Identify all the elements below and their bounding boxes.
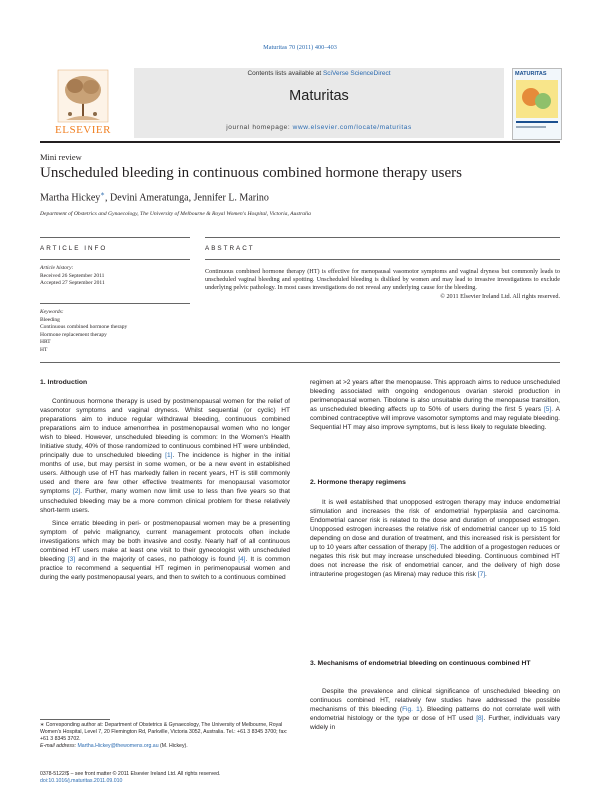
text-run: . The incidence is higher in the initial months of use, but may persist in some women, or be a new event in established users. Although use of HT has markedly fallen in recent years, HT is still commonly used and there are few other effective treatments for menopausal vasomotor symptoms (40, 452, 290, 496)
copyright-line: © 2011 Elsevier Ireland Ltd. All rights reserved. (440, 292, 560, 300)
author-first[interactable]: Martha Hickey (40, 192, 101, 204)
email-line (40, 743, 290, 750)
citation-link[interactable]: [5] (543, 406, 552, 414)
paragraph (40, 397, 290, 515)
keyword-item: Bleeding (40, 316, 60, 323)
left-column-text (40, 397, 290, 582)
text-run: and in the majority of cases, no pathology is found (75, 555, 239, 563)
elsevier-logo[interactable] (40, 68, 126, 138)
journal-cover[interactable] (512, 68, 562, 140)
text-run: Since erratic bleeding in peri- or postmenopausal women may be a presenting symptom of pelvic malignancy, current management protocols often include investigations which may be both invasive and costly. Nearly half of all continuous combined HT users make at least one visit to their gynecologist with unscheduled bleeding (40, 519, 290, 563)
citation-link[interactable]: [2] (72, 488, 81, 496)
journal-banner (134, 68, 504, 138)
keyword-item: HT (40, 346, 48, 353)
author-rest: , Devini Ameratunga, Jennifer L. Marino (105, 192, 269, 204)
keyword-item: Continuous combined hormone therapy (40, 324, 128, 331)
article-title: Unscheduled bleeding in continuous combined hormone therapy users (40, 165, 462, 181)
doi-link[interactable]: doi:10.1016/j.maturitas.2011.09.010 (40, 778, 123, 784)
figure-link[interactable]: Fig. 1 (402, 706, 420, 714)
paragraph (310, 498, 560, 579)
info-rule-top (40, 237, 190, 238)
right-column-continuation (310, 378, 560, 432)
front-matter (40, 771, 340, 785)
paragraph (310, 378, 560, 432)
journal-citation[interactable]: Maturitas 70 (2011) 400–403 (263, 44, 337, 51)
affiliation: Department of Obstetrics and Gynaecology, The University of Melbourne & Royal Women's Hospital, Victoria, Australia (40, 211, 311, 217)
text-run: It is well established that unopposed estrogen therapy may induce endometrial stimulation and increases the risk of endometrial hyperplasia and carcinoma. Endometrial cancer risk is related to the dose and duration of unopposed estrogen. Unopposed estrogen increases the relative risk of endometrial cancer up to 15 fold depending on dose and duration of treatment, and this increased risk is persistent for up to 10 years after cessation of therapy (310, 499, 560, 552)
keyword-item: HRT (40, 339, 51, 346)
keywords-block (40, 309, 190, 355)
contents-line (134, 70, 504, 77)
cover-title: MATURITAS (515, 71, 547, 77)
text-run: . (485, 571, 487, 579)
abstract-body (205, 268, 560, 301)
contents-prefix: Contents lists available at (247, 70, 323, 77)
abstract-rule-bottom (40, 362, 560, 363)
text-run: . Further, many women now limit use to less than five years so that unscheduled bleeding may be a more common clinical problem for these relatively short-term users. (40, 488, 291, 514)
citation-link[interactable]: [8] (476, 715, 484, 723)
article-info-heading: ARTICLE INFO (40, 245, 108, 252)
citation-link[interactable]: [6] (429, 544, 437, 552)
homepage-prefix: journal homepage: (226, 124, 293, 131)
author-list (40, 190, 269, 203)
text-run: Despite the prevalence and clinical significance of unscheduled bleeding on continuous combined HT, relatively few studies have addressed the possible mechanisms of this bleeding ( (310, 688, 560, 714)
keywords-label: Keywords: (40, 309, 64, 315)
text-run: . The addition of a progestogen reduces or negates this risk but may increase unscheduled bleeding. Continuous combined HT does not increase the risk of endometrial cancer, and the delivery of high dose intrauterine progestogen (as Mirena) may reduce this risk (310, 544, 561, 579)
received-date: Received 26 September 2011 (40, 272, 105, 279)
paragraph (310, 687, 560, 732)
info-rule-mid (40, 259, 190, 260)
journal-header (40, 68, 560, 138)
citation-link[interactable]: [7] (477, 571, 486, 579)
text-run: ). Bleeding patterns do not correlate well with endometrial histology or the type or dose of HT used (310, 706, 560, 723)
article-type: Mini review (40, 152, 82, 162)
abstract-text: Continuous combined hormone therapy (HT) is effective for menopausal vasomotor symptoms and vaginal dryness but commonly leads to unscheduled vaginal bleeding and spotting. Unscheduled bleeding is disliked by women and may lead to invasive investigations to exclude underlying pelvic pathology. In most cases investigations do not reveal any underlying cause for the bleeding. (205, 268, 560, 292)
email-suffix: (M. Hickey). (158, 743, 188, 749)
citation-link[interactable]: [1] (165, 452, 173, 460)
text-run: . Further, individuals vary widely in (310, 715, 560, 732)
text-run: . It is common practice to recommend a sequential HT regimen in perimenopausal women and during the early postmenopausal years, and then to switch to a continuous combined (40, 555, 291, 581)
journal-homepage (134, 124, 504, 131)
citation-link[interactable]: [3] (67, 555, 76, 563)
history-label: Article history: (40, 265, 74, 271)
text-run: . A combined contraceptive will improve vasomotor symptoms and may regulate bleeding. Sequential HT may also improve symptoms, but is less likely to regulate bleeding. (310, 406, 560, 432)
abstract-rule-mid (205, 259, 560, 260)
footnote-rule (40, 719, 110, 720)
elsevier-tree-icon (40, 68, 126, 124)
keyword-item: Hormone replacement therapy (40, 331, 107, 338)
section-1-heading: 1. Introduction (40, 379, 88, 386)
citation-link[interactable]: [4] (238, 555, 246, 563)
journal-name: Maturitas (289, 88, 349, 104)
corresponding-mark[interactable]: ∗ (100, 190, 106, 198)
abstract-heading: ABSTRACT (205, 245, 255, 252)
abstract-rule-top (205, 237, 560, 238)
issn-line: 0378-5122/$ – see front matter © 2011 Elsevier Ireland Ltd. All rights reserved. (40, 771, 221, 777)
homepage-link[interactable]: www.elsevier.com/locate/maturitas (292, 124, 412, 131)
accepted-date: Accepted 27 September 2011 (40, 280, 105, 287)
section-3-heading: 3. Mechanisms of endometrial bleeding on continuous combined HT (310, 660, 531, 667)
section-2-heading: 2. Hormone therapy regimens (310, 479, 406, 486)
header-rule (40, 141, 560, 143)
email-link[interactable]: Martha.Hickey@thewomens.org.au (77, 743, 159, 749)
section-2-text (310, 498, 560, 579)
email-label: E-mail address: (40, 743, 78, 749)
corresponding-author-note: ∗ Corresponding author at: Department of Obstetrics & Gynaecology, The University of Melbourne, Royal Women's Hospital, Level 7, 20 Flemington Rd, Parkville, Victoria 3052, Australia. Tel.: +61 3 8345 3700; fax: +61 3 8345 3702. (40, 722, 288, 742)
footnote (40, 722, 290, 750)
cover-image-icon (513, 77, 561, 135)
info-rule-keywords (40, 303, 190, 304)
paragraph (40, 519, 290, 582)
article-history (40, 265, 190, 288)
sciencedirect-link[interactable]: SciVerse ScienceDirect (322, 70, 391, 77)
text-run: Continuous hormone therapy is used by postmenopausal women for the relief of vasomotor symptoms and vaginal dryness. Whilst sequential (or cyclic) HT preparations aim to induce regular withdrawal bleeding, continuous combined preparations aim to induce amenorrhea in postmenopausal women who no longer wish to bleed. However, unscheduled bleeding is common: In the Women's Health Initiative study, 40% of those randomized to continuous combined HT were unblinded, principally due to unscheduled bleeding (40, 398, 290, 460)
text-run: regimen at >2 years after the menopause. This approach aims to reduce unscheduled bleeding associated with ongoing endogenous ovarian steroid production in perimenopausal women. Tibolone is also unsuitable during the menopause transition, as unscheduled bleeding affects up to 50% of users during the first 5 years (310, 379, 560, 414)
publisher-name: ELSEVIER (55, 124, 111, 136)
section-3-text (310, 687, 560, 732)
